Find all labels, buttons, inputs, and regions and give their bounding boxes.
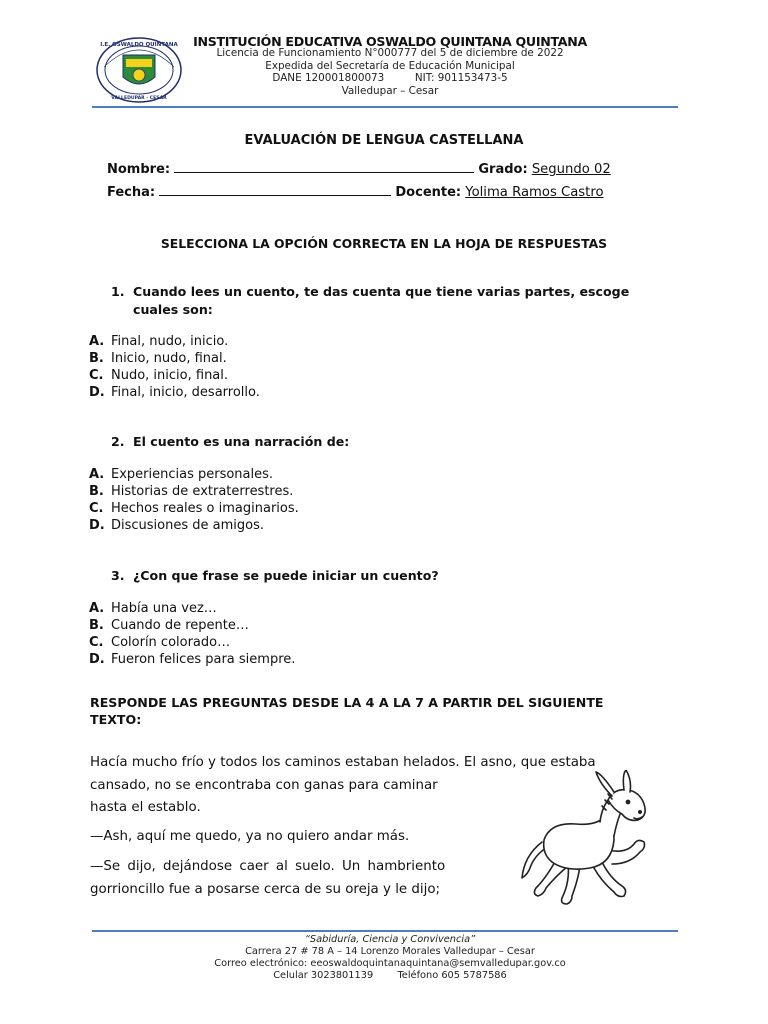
footer-email: Correo electrónico: eeoswaldoquintanaquintana@semvalledupar.gov.co <box>214 958 566 969</box>
option-3a[interactable]: A. Había una vez… <box>89 601 217 616</box>
dane-nit-line <box>190 72 590 84</box>
footer-address: Carrera 27 # 78 A – 14 Lorenzo Morales Valledupar – Cesar <box>245 946 535 957</box>
option-2c[interactable]: C. Hechos reales o imaginarios. <box>89 501 299 516</box>
option-2d[interactable]: D. Discusiones de amigos. <box>89 518 264 533</box>
footer-cell: Celular 3023801139 <box>273 970 374 981</box>
reading-line-3: hasta el establo. <box>90 800 201 815</box>
question-number: 3. <box>111 568 125 583</box>
option-3c[interactable]: C. Colorín colorado… <box>89 635 231 650</box>
question-number: 1. <box>111 284 125 299</box>
question-text: Cuando lees un cuento, te das cuenta que tiene varias partes, escoge <box>133 284 630 299</box>
reading-instruction: RESPONDE LAS PREGUNTAS DESDE LA 4 A LA 7 A PARTIR DEL SIGUIENTE TEXTO: <box>90 695 604 727</box>
date-field <box>107 185 604 200</box>
instruction: SELECCIONA LA OPCIÓN CORRECTA EN LA HOJA DE RESPUESTAS <box>160 236 608 251</box>
exam-title: EVALUACIÓN DE LENGUA CASTELLANA <box>244 133 524 148</box>
header-rule <box>92 106 678 108</box>
question-number: 2. <box>111 434 125 449</box>
dane-code: DANE 120001800073 <box>272 72 385 84</box>
nit-code: NIT: 901153473-5 <box>414 72 508 84</box>
option-3d[interactable]: D. Fueron felices para siempre. <box>89 652 296 667</box>
option-2a[interactable]: A. Experiencias personales. <box>89 467 274 482</box>
name-label: Nombre: <box>107 162 171 177</box>
donkey-illustration <box>510 770 662 910</box>
reading-line-6: gorrioncillo fue a posarse cerca de su oreja y le dijo; <box>90 882 441 897</box>
grade-label: Grado: <box>478 162 528 177</box>
teacher-value: Yolima Ramos Castro <box>465 185 604 200</box>
date-label: Fecha: <box>107 185 156 200</box>
school-logo <box>96 37 182 103</box>
footer-phone: Teléfono 605 5787586 <box>397 970 507 981</box>
reading-line-4: —Ash, aquí me quedo, ya no quiero andar más. <box>90 829 410 844</box>
svg-text:VALLEDUPAR - CESAR: VALLEDUPAR - CESAR <box>111 96 167 101</box>
location-line: Valledupar – Cesar <box>341 85 439 97</box>
question-text: El cuento es una narración de: <box>133 434 350 449</box>
teacher-label: Docente: <box>395 185 462 200</box>
name-blank[interactable] <box>174 171 474 173</box>
question-1-cont: cuales son: <box>133 302 213 317</box>
date-blank[interactable] <box>159 194 391 196</box>
question-2 <box>111 434 349 449</box>
question-1 <box>111 284 629 299</box>
issued-by-line: Expedida del Secretaría de Educación Municipal <box>265 60 515 72</box>
option-1a[interactable]: A. Final, nudo, inicio. <box>89 334 229 349</box>
reading-line-2: cansado, no se encontraba con ganas para caminar <box>90 778 438 793</box>
question-3 <box>111 568 439 583</box>
option-1c[interactable]: C. Nudo, inicio, final. <box>89 368 229 383</box>
name-field <box>107 162 611 177</box>
footer-rule <box>92 930 678 932</box>
option-3b[interactable]: B. Cuando de repente… <box>89 618 249 633</box>
question-text: ¿Con que frase se puede iniciar un cuento? <box>133 568 439 583</box>
svg-text:I.E. OSWALDO QUINTANA: I.E. OSWALDO QUINTANA <box>100 42 178 48</box>
option-1b[interactable]: B. Inicio, nudo, final. <box>89 351 227 366</box>
footer-phones <box>180 970 600 981</box>
reading-line-5: —Se dijo, dejándose caer al suelo. Un hambriento <box>90 859 446 874</box>
option-2b[interactable]: B. Historias de extraterrestres. <box>89 484 294 499</box>
license-line: Licencia de Funcionamiento N°000777 del 5 de diciembre de 2022 <box>216 47 564 59</box>
footer-motto: “Sabiduría, Ciencia y Convivencia” <box>304 934 476 945</box>
option-1d[interactable]: D. Final, inicio, desarrollo. <box>89 385 260 400</box>
grade-value: Segundo 02 <box>531 162 611 177</box>
institution-name: INSTITUCIÓN EDUCATIVA OSWALDO QUINTANA QUINTANA <box>193 34 587 49</box>
reading-line-1: Hacía mucho frío y todos los caminos estaban helados. El asno, que estaba <box>90 755 596 770</box>
